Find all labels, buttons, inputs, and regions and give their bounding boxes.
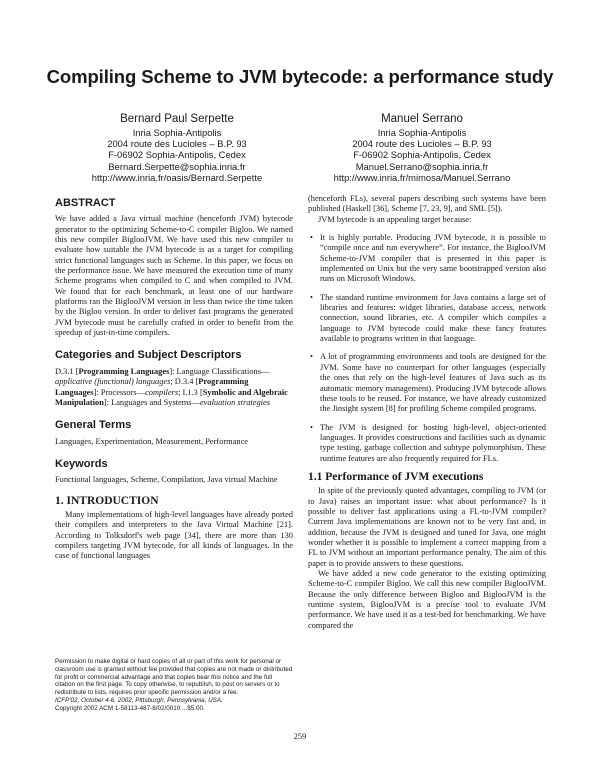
bullet-icon: • xyxy=(310,352,313,362)
author-url: http://www.inria.fr/oasis/Bernard.Serpette xyxy=(91,171,263,183)
author-email: Bernard.Serpette@sophia.inria.fr xyxy=(108,160,246,172)
right-column xyxy=(308,194,546,631)
list-item xyxy=(308,423,546,464)
bullet-text: A lot of programming environments and tools are designed for the JVM. Some have no counterpart for other languages (especially the ones that rely on the high-level features of Java such as its automatic memory management). Producing JVM bytecode allows these tools to be reused. For instance, we have already customized the Jinsight system [8] for profiling Scheme compiled programs. xyxy=(320,352,546,414)
author-org: Inria Sophia-Antipolis xyxy=(132,127,222,138)
list-item xyxy=(308,233,546,285)
bullet-icon: • xyxy=(310,292,313,302)
introduction-heading: 1. INTRODUCTION xyxy=(55,494,159,507)
author-email: Manuel.Serrano@sophia.inria.fr xyxy=(355,160,489,172)
section-1-1-heading: 1.1 Performance of JVM executions xyxy=(308,470,484,483)
abstract-heading: ABSTRACT xyxy=(55,197,116,209)
general-terms-text: Languages, Experimentation, Measurement, Performance xyxy=(55,436,249,446)
categories-text: D.3.1 [Programming Languages]: Language Classifications—applicative (functional) languages; D.3.4 [Programming Languages]: Processors—compilers; I.1.3 [Symbolic and Algebraic Manipulation]: Languages and Systems—evaluation strategies xyxy=(55,366,288,407)
page-number: 259 xyxy=(293,732,307,741)
author-address: 2004 route des Lucioles – B.P. 93 xyxy=(107,138,247,150)
jvm-intro-text: JVM bytecode is an appealing target because: xyxy=(318,214,472,224)
author-address: 2004 route des Lucioles – B.P. 93 xyxy=(352,138,492,150)
author-url: http://www.inria.fr/mimosa/Manuel.Serrano xyxy=(333,171,511,183)
bullet-text: It is highly portable. Producing JVM bytecode, it is possible to “compile once and run everywhere”. For instance, the BiglooJVM Scheme-to-JVM compiler that is presented in this paper is implemented on Unix but the very same bootstrapped version also runs on Microsoft Windows. xyxy=(320,233,546,284)
keywords-heading: Keywords xyxy=(55,457,108,470)
author-name: Bernard Paul Serpette xyxy=(120,113,234,125)
paper-title: Compiling Scheme to JVM bytecode: a performance study xyxy=(46,66,554,87)
keywords-text: Functional languages, Scheme, Compilation, Java virtual Machine xyxy=(55,475,278,485)
author-block-1 xyxy=(52,112,302,183)
list-item xyxy=(308,293,546,345)
section-1-1-text: In spite of the previously quoted advantages, compiling to JVM (or to Java) raises an important issue: what about performance? Is it possible to deliver fast applications using a FL-to-JVM compiler? Current Java implementations are known not to be very fast and, in addition, because the JVM is designed and tuned for Java, one might wonder whether it is possible to implement a correct mapping from a FL to JVM without an important performance penalty. The aim of this paper is to provide answers to these questions. xyxy=(308,486,546,568)
permission-footnote xyxy=(55,658,293,713)
bullet-text: The JVM is designed for hosting high-level, object-oriented languages. It provides constructions and facilities such as dynamic type testing, garbage collection and subtype polymorphism. These runtime features are also frequently required for FLs. xyxy=(320,422,546,463)
permission-text: Permission to make digital or hard copies of all or part of this work for personal or classroom use is granted without fee provided that copies are not made or distributed for profit or commercial advantage and that copies bear this notice and the full citation on the first page. To copy otherwise, to republish, to post on servers or to redistribute to lists, requires prior specific permission and/or a fee. xyxy=(55,658,293,697)
bullet-icon: • xyxy=(310,233,313,243)
continuation-text: (henceforth FLs), several papers describing such systems have been published (Haskell [36], Scheme [7, 23, 9], and SML [5]). xyxy=(308,194,546,214)
bullet-icon: • xyxy=(310,422,313,432)
left-column xyxy=(55,198,293,562)
copyright-text: Copyright 2002 ACM 1-58113-487-8/02/0010 ...$5.00. xyxy=(55,704,205,712)
abstract-text: We have added a Java virtual machine (henceforth JVM) bytecode generator to the optimizing Scheme-to-C compiler Bigloo. We named this new compiler BiglooJVM. We have used this new compiler to evaluate how suitable the JVM bytecode is as a target for compiling strict functional languages such as Scheme. In this paper, we focus on the performance issue. We have measured the execution time of many Scheme programs when compiled to C and when compiled to JVM. We found that for each benchmark, at least one of our hardware platforms ran the BiglooJVM version in less than twice the time taken by the Bigloo version. In order to deliver fast programs the generated JVM bytecode must be carefully crafted in order to benefit from the speedup of just-in-time compilers. xyxy=(55,214,293,338)
list-item xyxy=(308,352,546,414)
author-block-2 xyxy=(297,112,547,183)
author-org: Inria Sophia-Antipolis xyxy=(377,127,467,138)
introduction-text: Many implementations of high-level languages have already ported their compilers and interpreters to the Java Virtual Machine [21]. According to Tolksdorf's web page [34], there are more than 130 compilers targeting JVM bytecode, for all kinds of languages. In the case of functional languages xyxy=(55,509,293,561)
author-address: F-06902 Sophia-Antipolis, Cedex xyxy=(108,149,246,161)
general-terms-heading: General Terms xyxy=(55,419,132,432)
author-address: F-06902 Sophia-Antipolis, Cedex xyxy=(353,149,491,161)
bullet-text: The standard runtime environment for Java contains a large set of libraries and features: widget libraries, database access, network connection, sound libraries, etc. A compiler which compiles a language to JVM bytecode could make these fancy features available to programs written in that language. xyxy=(320,292,546,344)
venue-text: ICFP'02, October 4-6, 2002, Pittsburgh, Pennsylvania, USA. xyxy=(55,696,223,704)
author-name: Manuel Serrano xyxy=(381,113,463,125)
categories-heading: Categories and Subject Descriptors xyxy=(55,349,242,362)
section-1-1-text: We have added a new code generator to the existing optimizing Scheme-to-C compiler Bigloo. We call this new compiler BiglooJVM. Because the only difference between Bigloo and BiglooJVM is the runtime system, BiglooJVM is a precise tool to evaluate JVM performance. We have used it as a test-bed for benchmarking. We have compared the xyxy=(308,569,546,630)
